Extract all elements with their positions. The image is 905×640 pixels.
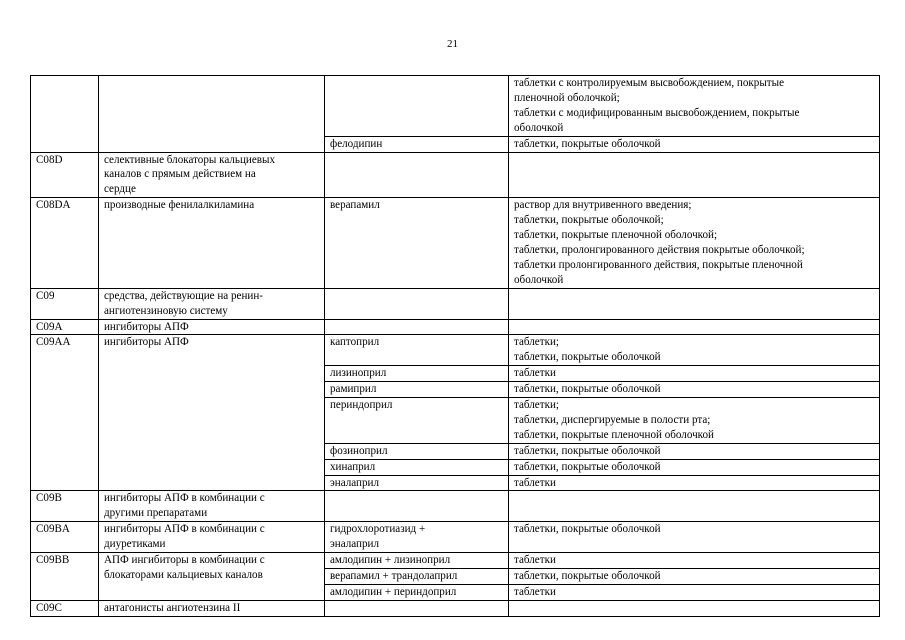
form-cell: [509, 459, 880, 475]
dosage-form-line: таблетки, покрытые оболочкой: [514, 523, 661, 536]
drug-name-line: верапамил: [330, 199, 380, 212]
dosage-form-line: оболочкой: [514, 121, 564, 134]
drug-name-line: каптоприл: [330, 336, 380, 349]
dosage-form-line: пленочной оболочкой;: [514, 91, 620, 104]
group-cell: [99, 335, 325, 491]
dosage-form-line: таблетки: [514, 585, 556, 598]
atc-code-cell: [31, 335, 99, 491]
group-cell: [99, 319, 325, 335]
page-number: 21: [447, 38, 458, 50]
group-name-line: производные фенилалкиламина: [104, 199, 255, 212]
group-cell: [99, 553, 325, 601]
atc-code-cell: [31, 288, 99, 319]
dosage-form-line: таблетки, покрытые оболочкой: [514, 137, 661, 150]
table-row: [31, 198, 880, 288]
dosage-form-line: таблетки, пролонгированного действия покрытые оболочкой;: [514, 243, 805, 256]
drug-name-line: верапамил + трандолаприл: [330, 570, 458, 582]
dosage-form-line: таблетки;: [514, 336, 559, 349]
atc-code: C09B: [36, 492, 62, 505]
table-row: [31, 319, 880, 335]
drug-name-line: амлодипин + лизиноприл: [330, 554, 451, 567]
drug-cell: [325, 398, 509, 444]
atc-code-cell: [31, 522, 99, 553]
table-row: [31, 152, 880, 198]
group-name-line: ингибиторы АПФ: [104, 320, 189, 333]
drug-table: [30, 75, 880, 617]
drug-table-body: [31, 76, 880, 617]
atc-code-cell: [31, 152, 99, 198]
drug-cell: [325, 288, 509, 319]
drug-name-line: гидрохлоротиазид +: [330, 523, 426, 536]
atc-code: C09C: [36, 601, 62, 614]
form-cell: [509, 382, 880, 398]
group-name-line: блокаторами кальциевых каналов: [104, 569, 263, 581]
dosage-form-line: таблетки, покрытые оболочкой;: [514, 214, 664, 227]
drug-cell: [325, 76, 509, 137]
group-cell: [99, 522, 325, 553]
dosage-form-line: таблетки: [514, 476, 556, 489]
table-row: [31, 600, 880, 616]
drug-cell: [325, 475, 509, 491]
drug-name-line: эналаприл: [330, 476, 379, 489]
dosage-form-line: таблетки с контролируемым высвобождением, покрытые: [514, 77, 785, 89]
form-cell: [509, 136, 880, 152]
dosage-form-line: таблетки, покрытые оболочкой: [514, 351, 661, 364]
form-cell: [509, 366, 880, 382]
atc-code: C09BA: [36, 523, 70, 536]
drug-cell: [325, 522, 509, 553]
form-cell: [509, 152, 880, 198]
drug-cell: [325, 136, 509, 152]
form-cell: [509, 569, 880, 585]
drug-cell: [325, 459, 509, 475]
group-name-line: ингибиторы АПФ: [104, 336, 189, 349]
dosage-form-line: таблетки пролонгированного действия, покрытые пленочной: [514, 258, 803, 271]
form-cell: [509, 398, 880, 444]
group-name-line: селективные блокаторы кальциевых: [104, 153, 276, 166]
form-cell: [509, 443, 880, 459]
dosage-form-line: таблетки: [514, 554, 556, 567]
atc-code: C09A: [36, 320, 63, 333]
drug-name-line: эналаприл: [330, 538, 379, 551]
dosage-form-line: раствор для внутривенного введения;: [514, 199, 692, 212]
drug-name-line: фозиноприл: [330, 444, 388, 457]
drug-name-line: периндоприл: [330, 399, 393, 412]
table-row: [31, 76, 880, 137]
form-cell: [509, 198, 880, 288]
atc-code: C08DA: [36, 199, 71, 212]
atc-code: C09: [36, 289, 55, 302]
atc-code-cell: [31, 319, 99, 335]
dosage-form-line: таблетки, покрытые оболочкой: [514, 444, 661, 457]
atc-code-cell: [31, 76, 99, 153]
atc-code-cell: [31, 600, 99, 616]
atc-code: C08D: [36, 153, 63, 166]
atc-code-cell: [31, 553, 99, 601]
drug-cell: [325, 491, 509, 522]
drug-name-line: амлодипин + периндоприл: [330, 585, 457, 598]
table-row: [31, 491, 880, 522]
group-name-line: ингибиторы АПФ в комбинации с: [104, 492, 265, 505]
drug-cell: [325, 443, 509, 459]
dosage-form-line: таблетки, покрытые пленочной оболочкой;: [514, 229, 718, 242]
dosage-form-line: таблетки с модифицированным высвобождением, покрытые: [514, 106, 800, 119]
group-name-line: ингибиторы АПФ в комбинации с: [104, 523, 265, 536]
group-name-line: диуретиками: [104, 538, 166, 551]
form-cell: [509, 335, 880, 366]
form-cell: [509, 76, 880, 137]
form-cell: [509, 553, 880, 569]
atc-code-cell: [31, 198, 99, 288]
drug-cell: [325, 152, 509, 198]
atc-code: C09BB: [36, 554, 70, 567]
atc-code-cell: [31, 491, 99, 522]
dosage-form-line: таблетки, диспергируемые в полости рта;: [514, 413, 711, 426]
group-cell: [99, 198, 325, 288]
group-cell: [99, 600, 325, 616]
group-cell: [99, 152, 325, 198]
drug-name-line: лизиноприл: [330, 367, 387, 380]
group-name-line: средства, действующие на ренин-: [104, 289, 263, 302]
dosage-form-line: таблетки, покрытые оболочкой: [514, 460, 661, 473]
form-cell: [509, 522, 880, 553]
form-cell: [509, 475, 880, 491]
drug-cell: [325, 382, 509, 398]
dosage-form-line: таблетки: [514, 367, 556, 380]
drug-name-line: фелодипин: [330, 137, 383, 150]
group-cell: [99, 76, 325, 153]
group-name-line: сердце: [104, 183, 136, 196]
drug-cell: [325, 553, 509, 569]
group-name-line: антагонисты ангиотензина II: [104, 601, 241, 614]
drug-cell: [325, 600, 509, 616]
table-row: [31, 522, 880, 553]
drug-name-line: рамиприл: [330, 383, 377, 396]
drug-cell: [325, 366, 509, 382]
table-row: [31, 553, 880, 569]
group-cell: [99, 288, 325, 319]
drug-cell: [325, 335, 509, 366]
form-cell: [509, 288, 880, 319]
group-name-line: ангиотензиновую систему: [104, 304, 228, 317]
drug-cell: [325, 569, 509, 585]
group-name-line: АПФ ингибиторы в комбинации с: [104, 554, 265, 567]
dosage-form-line: таблетки, покрытые оболочкой: [514, 570, 661, 582]
dosage-form-line: оболочкой: [514, 273, 564, 286]
dosage-form-line: таблетки;: [514, 399, 559, 412]
dosage-form-line: таблетки, покрытые пленочной оболочкой: [514, 428, 714, 441]
table-row: [31, 288, 880, 319]
drug-name-line: хинаприл: [330, 460, 376, 473]
group-cell: [99, 491, 325, 522]
drug-cell: [325, 319, 509, 335]
group-name-line: каналов с прямым действием на: [104, 168, 256, 181]
form-cell: [509, 600, 880, 616]
drug-cell: [325, 584, 509, 600]
drug-cell: [325, 198, 509, 288]
table-row: [31, 335, 880, 366]
group-name-line: другими препаратами: [104, 507, 208, 520]
atc-code: C09AA: [36, 336, 71, 349]
dosage-form-line: таблетки, покрытые оболочкой: [514, 383, 661, 396]
form-cell: [509, 319, 880, 335]
form-cell: [509, 491, 880, 522]
form-cell: [509, 584, 880, 600]
